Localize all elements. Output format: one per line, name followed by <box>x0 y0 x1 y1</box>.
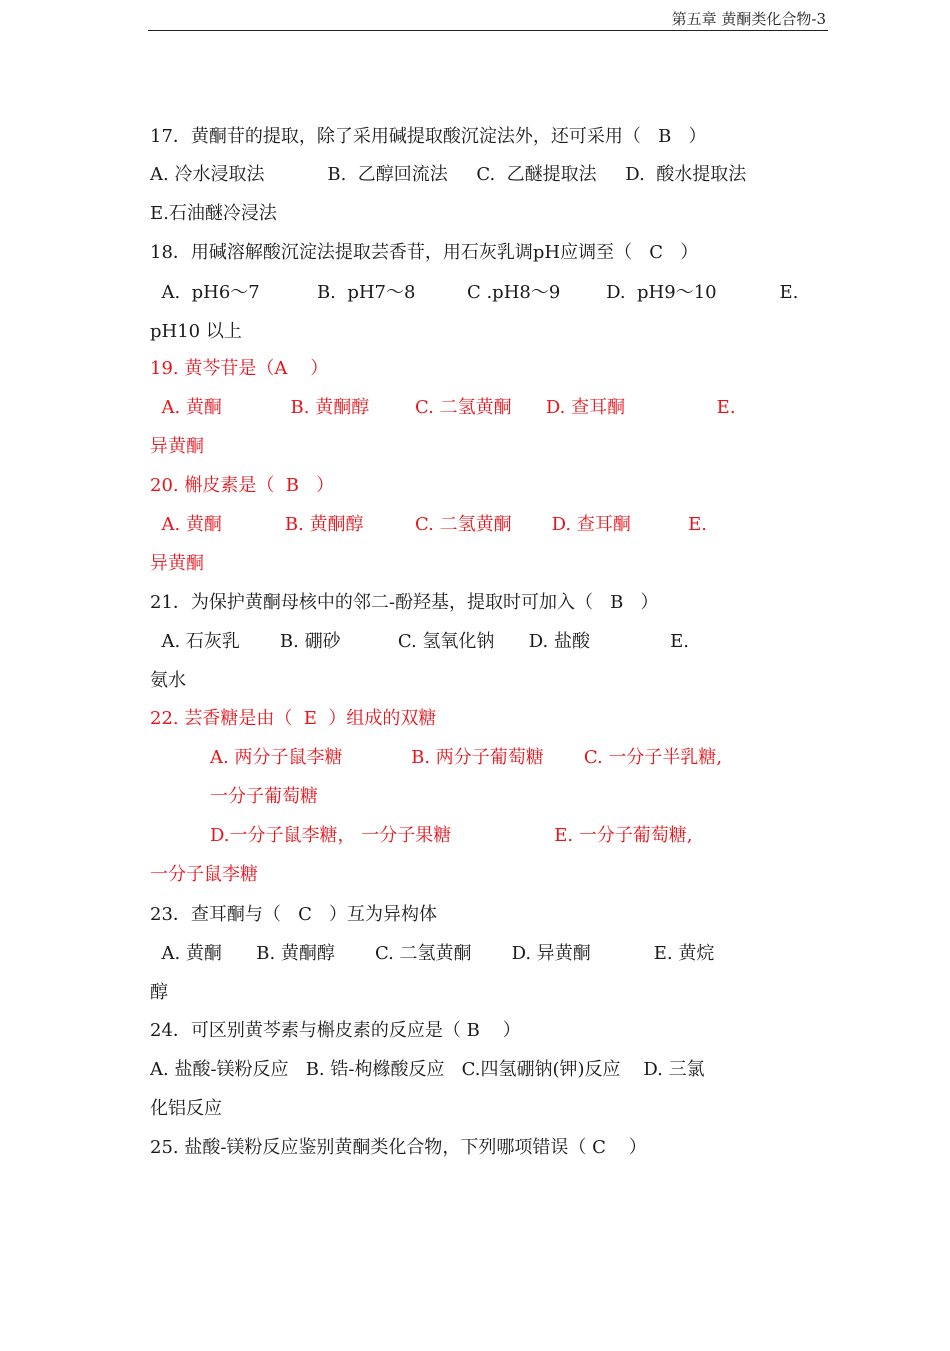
q23-line: 23．查耳酮与（ C ）互为异构体 <box>150 904 438 925</box>
q25-line: 25. 盐酸-镁粉反应鉴别黄酮类化合物，下列哪项错误（ C ） <box>150 1137 647 1158</box>
q21-opt-e-line: 氨水 <box>150 670 186 691</box>
q22-line: 22. 芸香糖是由（ E ）组成的双糖 <box>150 708 437 729</box>
q21-opts-line: A. 石灰乳 B. 硼砂 C. 氢氧化钠 D. 盐酸 E. <box>150 631 689 652</box>
q24-opt-d-line: 化铝反应 <box>150 1098 222 1119</box>
chapter-header: 第五章 黄酮类化合物-3 <box>671 10 826 28</box>
q22-opts-2-line: D.一分子鼠李糖， 一分子果糖 E. 一分子葡萄糖, <box>210 825 693 846</box>
q17-opts-line: A. 冷水浸取法 B. 乙醇回流法 C. 乙醚提取法 D. 酸水提取法 <box>150 164 747 185</box>
q18-line: 18．用碱溶解酸沉淀法提取芸香苷，用石灰乳调pH应调至（ C ） <box>150 242 699 263</box>
q22-opt-e-line: 一分子鼠李糖 <box>150 864 258 885</box>
q17-opt-e-line: E.石油醚冷浸法 <box>150 203 277 224</box>
q19-opt-e-line: 异黄酮 <box>150 436 204 457</box>
q18-opts-line: A. pH6～7 B. pH7～8 C .pH8～9 D. pH9～10 E. <box>150 282 799 303</box>
q22-opts-1b-line: 一分子葡萄糖 <box>210 786 318 807</box>
q19-opts-line: A. 黄酮 B. 黄酮醇 C. 二氢黄酮 D. 查耳酮 E. <box>150 397 736 418</box>
header-rule <box>148 30 828 31</box>
q17-line: 17．黄酮苷的提取，除了采用碱提取酸沉淀法外，还可采用（ B ） <box>150 126 707 147</box>
q20-opt-e-line: 异黄酮 <box>150 553 204 574</box>
q24-line: 24．可区别黄芩素与槲皮素的反应是（ B ） <box>150 1020 521 1041</box>
q20-opts-line: A. 黄酮 B. 黄酮醇 C. 二氢黄酮 D. 查耳酮 E. <box>150 514 707 535</box>
q22-opts-1-line: A. 两分子鼠李糖 B. 两分子葡萄糖 C. 一分子半乳糖, <box>210 747 723 768</box>
q18-opt-e-line: pH10 以上 <box>150 321 242 342</box>
q23-opt-e-line: 醇 <box>150 982 168 1003</box>
q23-opts-line: A. 黄酮 B. 黄酮醇 C. 二氢黄酮 D. 异黄酮 E. 黄烷 <box>150 943 715 964</box>
q21-line: 21．为保护黄酮母核中的邻二-酚羟基，提取时可加入（ B ） <box>150 592 659 613</box>
q20-line: 20. 槲皮素是（ B ） <box>150 475 335 496</box>
q19-line: 19. 黄芩苷是（A ） <box>150 358 329 379</box>
q24-opts-line: A. 盐酸-镁粉反应 B. 锆-枸橼酸反应 C.四氢硼钠(钾)反应 D. 三氯 <box>150 1059 705 1080</box>
